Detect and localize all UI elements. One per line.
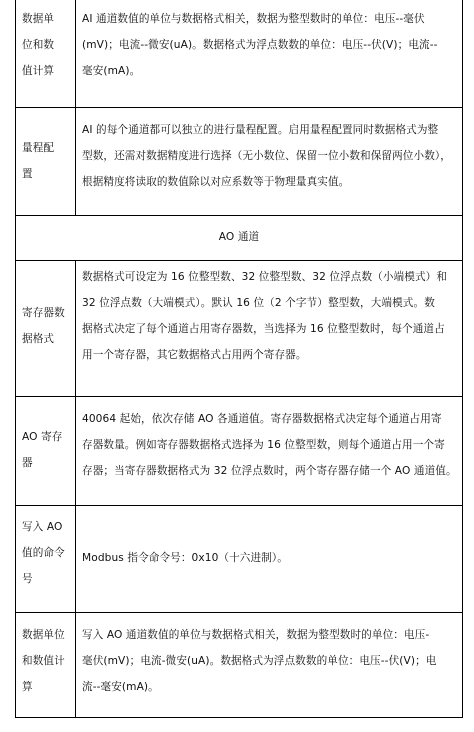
write-ao-description bbox=[82, 545, 460, 571]
body-line: 毫伏(mV)；电流-微安(uA)。数据格式为浮点数数的单位：电压--伏(V)；电 bbox=[82, 655, 437, 667]
body-line: 据格式决定了每个通道占用寄存器数，当选择为 16 位整型数时，每个通道占 bbox=[82, 323, 445, 335]
row-divider bbox=[15, 396, 463, 397]
row-divider bbox=[15, 260, 463, 261]
ao-register-description bbox=[82, 406, 460, 484]
body-line: 存器；当寄存器数据格式为 32 位浮点数时，两个寄存器存储一个 AO 通道值。 bbox=[82, 465, 457, 477]
body-line: 40064 起始，依次存储 AO 各通道值。寄存器数据格式决定每个通道占用寄 bbox=[82, 413, 442, 425]
label-line: 值的命令 bbox=[22, 547, 65, 559]
register-format-label bbox=[22, 300, 74, 352]
body-line: 毫安(mA)。 bbox=[82, 65, 141, 77]
label-line: 值计算 bbox=[22, 65, 55, 77]
ai-unit-label bbox=[22, 6, 74, 84]
label-line: 算 bbox=[22, 681, 33, 693]
body-line: 根据精度将读取的数值除以对应系数等于物理量真实值。 bbox=[82, 176, 350, 188]
label-line: 号 bbox=[22, 573, 33, 585]
ao-unit-description bbox=[82, 622, 460, 700]
label-line: AO 寄存 bbox=[22, 431, 63, 443]
label-line: 位和数 bbox=[22, 39, 55, 51]
body-line: 存器数量。例如寄存器数据格式选择为 16 位整型数，则每个通道占用一个寄 bbox=[82, 439, 445, 451]
body-line: Modbus 指令命令号：0x10（十六进制）。 bbox=[82, 552, 288, 564]
body-line: AI 通道数值的单位与数据格式相关，数据为整型数时的单位：电压--毫伏 bbox=[82, 13, 425, 25]
body-line: 写入 AO 通道数值的单位与数据格式相关，数据为整型数时的单位：电压- bbox=[82, 629, 430, 641]
body-line: 用一个寄存器，其它数据格式占用两个寄存器。 bbox=[82, 349, 307, 361]
label-line: 和数值计 bbox=[22, 655, 65, 667]
write-ao-label bbox=[22, 514, 74, 592]
label-line: 数据单 bbox=[22, 13, 55, 25]
body-line: 型数，还需对数据精度进行选择（无小数位、保留一位小数和保留两位小数）， bbox=[82, 150, 451, 162]
range-config-label bbox=[22, 135, 74, 187]
ao-unit-label bbox=[22, 622, 74, 700]
row-divider bbox=[15, 505, 463, 506]
label-line: 写入 AO bbox=[22, 521, 63, 533]
ao-channel-heading: AO 通道 bbox=[218, 231, 260, 243]
row-divider bbox=[15, 612, 463, 613]
range-config-description bbox=[82, 117, 460, 195]
body-line: 32 位浮点数（大端模式）。默认 16 位（2 个字节）整型数，大端模式。数 bbox=[82, 297, 435, 309]
register-format-description bbox=[82, 264, 460, 368]
body-line: (mV)；电流--微安(uA)。数据格式为浮点数数的单位：电压--伏(V)；电流-- bbox=[82, 39, 438, 51]
label-line: 寄存器数 bbox=[22, 307, 65, 319]
label-line: 置 bbox=[22, 168, 33, 180]
column-divider-bottom bbox=[75, 260, 76, 718]
body-line: 数据格式可设定为 16 位整型数、32 位整型数、32 位浮点数（小端模式）和 bbox=[82, 271, 448, 283]
row-divider bbox=[15, 215, 463, 216]
label-line: 据格式 bbox=[22, 333, 55, 345]
body-line: 流--毫安(mA)。 bbox=[82, 681, 159, 693]
table-border-bottom bbox=[15, 717, 463, 718]
row-divider bbox=[15, 107, 463, 108]
ai-unit-description bbox=[82, 6, 460, 84]
ao-register-label bbox=[22, 424, 74, 476]
label-line: 数据单位 bbox=[22, 629, 65, 641]
label-line: 量程配 bbox=[22, 142, 55, 154]
body-line: AI 的每个通道都可以独立的进行量程配置。启用量程配置同时数据格式为整 bbox=[82, 124, 439, 136]
label-line: 器 bbox=[22, 457, 33, 469]
